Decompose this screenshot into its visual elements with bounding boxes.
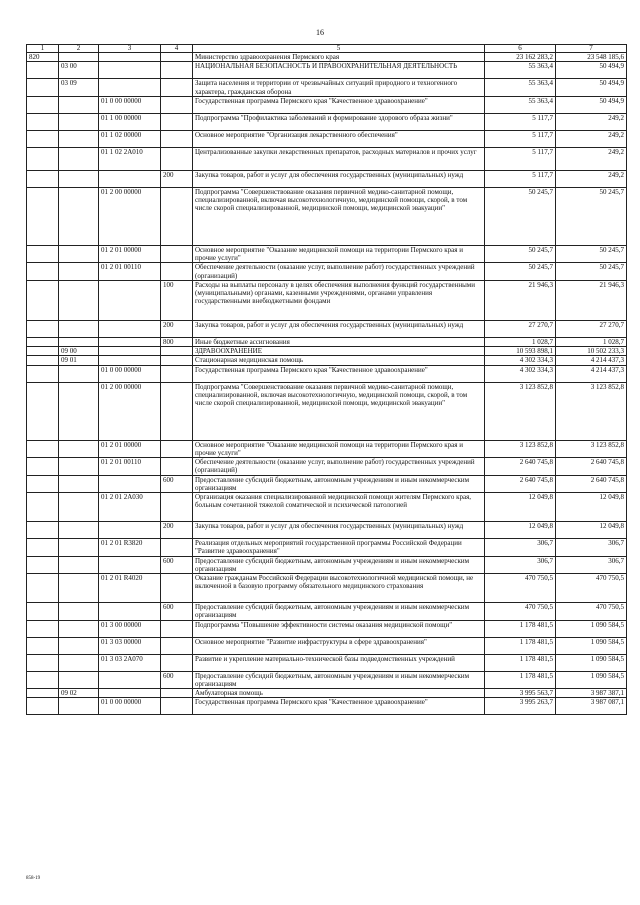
cell-amount-6: 50 245,7 (485, 263, 556, 281)
header-col-2: 2 (59, 45, 99, 53)
cell-amount-6: 5 117,7 (485, 170, 556, 187)
table-row (27, 170, 627, 187)
cell-name: Подпрограмма "Повышение эффективности системы оказания медицинской помощи" (193, 620, 485, 637)
cell-expense-type (161, 113, 193, 130)
cell-expense-type (161, 263, 193, 281)
cell-target-article: 01 2 01 00110 (99, 458, 161, 476)
cell-amount-6: 2 640 745,8 (485, 475, 556, 493)
cell-amount-6: 55 363,4 (485, 62, 556, 79)
cell-subsection (59, 574, 99, 603)
cell-section (27, 62, 59, 79)
header-col-1: 1 (27, 45, 59, 53)
cell-amount-6: 27 270,7 (485, 320, 556, 337)
table-row (27, 493, 627, 522)
cell-target-article (99, 337, 161, 346)
cell-target-article: 01 0 00 00000 (99, 698, 161, 715)
cell-subsection (59, 263, 99, 281)
cell-amount-7: 27 270,7 (556, 320, 627, 337)
cell-amount-6: 4 302 334,3 (485, 365, 556, 382)
table-row (27, 62, 627, 79)
cell-amount-7: 470 750,5 (556, 603, 627, 621)
cell-expense-type (161, 356, 193, 365)
cell-target-article: 01 2 01 00110 (99, 263, 161, 281)
cell-amount-7: 306,7 (556, 556, 627, 574)
cell-target-article (99, 280, 161, 320)
cell-target-article (99, 522, 161, 539)
cell-amount-7: 249,2 (556, 170, 627, 187)
budget-table (26, 44, 627, 715)
table-row (27, 458, 627, 476)
header-col-7: 7 (556, 45, 627, 53)
cell-expense-type: 200 (161, 170, 193, 187)
header-col-3: 3 (99, 45, 161, 53)
footer-code: 858-19 (26, 876, 41, 881)
cell-amount-6: 3 995 563,7 (485, 689, 556, 698)
cell-amount-6: 1 178 481,5 (485, 654, 556, 671)
cell-expense-type: 600 (161, 671, 193, 689)
cell-subsection (59, 96, 99, 113)
cell-amount-6: 12 049,8 (485, 522, 556, 539)
cell-amount-6: 55 363,4 (485, 79, 556, 97)
cell-section (27, 440, 59, 458)
cell-target-article: 01 3 03 00000 (99, 637, 161, 654)
cell-name: Организация оказания специализированной медицинской помощи жителям Пермского края, больным сочетанной тяжелой соматической и психической патологией (193, 493, 485, 522)
cell-expense-type (161, 440, 193, 458)
cell-section (27, 356, 59, 365)
table-row (27, 539, 627, 557)
table-row (27, 187, 627, 245)
cell-section (27, 245, 59, 263)
cell-amount-6: 4 302 334,3 (485, 356, 556, 365)
cell-target-article: 01 1 02 00000 (99, 130, 161, 147)
table-row (27, 654, 627, 671)
cell-amount-6: 1 178 481,5 (485, 620, 556, 637)
cell-expense-type (161, 539, 193, 557)
header-col-6: 6 (485, 45, 556, 53)
cell-amount-7: 1 090 584,5 (556, 620, 627, 637)
cell-amount-6: 3 995 263,7 (485, 698, 556, 715)
cell-subsection (59, 245, 99, 263)
cell-name: Государственная программа Пермского края "Качественное здравоохранение" (193, 96, 485, 113)
table-row (27, 556, 627, 574)
cell-name: Стационарная медицинская помощь (193, 356, 485, 365)
cell-subsection (59, 337, 99, 346)
cell-expense-type (161, 53, 193, 62)
cell-target-article (99, 320, 161, 337)
cell-amount-7: 12 049,8 (556, 522, 627, 539)
cell-amount-7: 4 214 437,3 (556, 365, 627, 382)
cell-amount-6: 470 750,5 (485, 603, 556, 621)
cell-section (27, 603, 59, 621)
cell-target-article: 01 2 01 R3820 (99, 539, 161, 557)
table-header-row (27, 45, 627, 53)
cell-subsection (59, 637, 99, 654)
cell-amount-7: 50 245,7 (556, 263, 627, 281)
cell-name: Закупка товаров, работ и услуг для обеспечения государственных (муниципальных) нужд (193, 320, 485, 337)
cell-amount-7: 3 987 087,1 (556, 698, 627, 715)
table-row (27, 245, 627, 263)
cell-subsection: 09 02 (59, 689, 99, 698)
cell-section (27, 556, 59, 574)
table-row (27, 130, 627, 147)
cell-target-article (99, 475, 161, 493)
cell-subsection (59, 147, 99, 170)
table-row (27, 603, 627, 621)
cell-amount-7: 10 502 233,3 (556, 347, 627, 356)
cell-section (27, 689, 59, 698)
cell-name: Основное мероприятие "Оказание медицинской помощи на территории Пермского края и прочие услуги" (193, 440, 485, 458)
cell-name: Реализация отдельных мероприятий государственной программы Российской Федерации "Развитие здравоохранения" (193, 539, 485, 557)
cell-section (27, 347, 59, 356)
cell-expense-type (161, 79, 193, 97)
cell-amount-6: 50 245,7 (485, 187, 556, 245)
cell-amount-6: 306,7 (485, 556, 556, 574)
table-row (27, 96, 627, 113)
table-row (27, 440, 627, 458)
cell-subsection (59, 539, 99, 557)
cell-target-article: 01 0 00 00000 (99, 365, 161, 382)
cell-expense-type (161, 637, 193, 654)
cell-name: Амбулаторная помощь (193, 689, 485, 698)
cell-name: Предоставление субсидий бюджетным, автономным учреждениям и иным некоммерческим организациям (193, 603, 485, 621)
cell-expense-type (161, 654, 193, 671)
cell-subsection: 09 00 (59, 347, 99, 356)
cell-subsection (59, 698, 99, 715)
cell-amount-7: 1 090 584,5 (556, 671, 627, 689)
cell-target-article: 01 0 00 00000 (99, 96, 161, 113)
cell-target-article (99, 671, 161, 689)
cell-target-article (99, 170, 161, 187)
cell-amount-7: 2 640 745,8 (556, 458, 627, 476)
cell-amount-6: 1 178 481,5 (485, 671, 556, 689)
cell-expense-type: 200 (161, 320, 193, 337)
cell-expense-type: 800 (161, 337, 193, 346)
cell-amount-6: 50 245,7 (485, 245, 556, 263)
cell-expense-type (161, 689, 193, 698)
cell-section (27, 671, 59, 689)
cell-amount-7: 249,2 (556, 147, 627, 170)
table-row (27, 53, 627, 62)
table-row (27, 337, 627, 346)
cell-name: НАЦИОНАЛЬНАЯ БЕЗОПАСНОСТЬ И ПРАВООХРАНИТЕЛЬНАЯ ДЕЯТЕЛЬНОСТЬ (193, 62, 485, 79)
cell-amount-7: 21 946,3 (556, 280, 627, 320)
cell-name: Расходы на выплаты персоналу в целях обеспечения выполнения функций государственными (муниципальными) органами, казенными учреждениями, органами управления государственными внебюджетными фондами (193, 280, 485, 320)
cell-amount-6: 5 117,7 (485, 130, 556, 147)
table-row (27, 637, 627, 654)
cell-subsection (59, 280, 99, 320)
table-row (27, 620, 627, 637)
cell-expense-type (161, 96, 193, 113)
cell-subsection (59, 493, 99, 522)
cell-section (27, 458, 59, 476)
table-row (27, 382, 627, 440)
cell-section (27, 698, 59, 715)
cell-name: Развитие и укрепление материально-технической базы подведомственных учреждений (193, 654, 485, 671)
cell-section (27, 382, 59, 440)
cell-subsection: 03 00 (59, 62, 99, 79)
cell-name: Государственная программа Пермского края "Качественное здравоохранение" (193, 365, 485, 382)
table-row (27, 263, 627, 281)
cell-subsection (59, 130, 99, 147)
cell-subsection (59, 187, 99, 245)
cell-expense-type: 600 (161, 475, 193, 493)
cell-expense-type (161, 382, 193, 440)
cell-subsection (59, 603, 99, 621)
cell-subsection (59, 620, 99, 637)
cell-target-article: 01 2 01 2А030 (99, 493, 161, 522)
cell-name: Основное мероприятие "Развитие инфраструктуры в сфере здравоохранения" (193, 637, 485, 654)
cell-subsection (59, 671, 99, 689)
cell-amount-6: 12 049,8 (485, 493, 556, 522)
cell-name: Обеспечение деятельности (оказание услуг, выполнение работ) государственных учреждений (организаций) (193, 263, 485, 281)
cell-name: Предоставление субсидий бюджетным, автономным учреждениям и иным некоммерческим организациям (193, 475, 485, 493)
cell-name: Оказание гражданам Российской Федерации высокотехнологичной медицинской помощи, не включенной в базовую программу обязательного медицинского страхования (193, 574, 485, 603)
cell-name: Основное мероприятие "Оказание медицинской помощи на территории Пермского края и прочие услуги" (193, 245, 485, 263)
cell-section (27, 620, 59, 637)
cell-expense-type (161, 493, 193, 522)
header-col-5: 5 (193, 45, 485, 53)
cell-section: 820 (27, 53, 59, 62)
cell-amount-7: 3 987 387,1 (556, 689, 627, 698)
cell-target-article (99, 347, 161, 356)
cell-amount-7: 249,2 (556, 113, 627, 130)
cell-target-article (99, 689, 161, 698)
cell-target-article (99, 356, 161, 365)
table-row (27, 320, 627, 337)
cell-amount-7: 50 494,9 (556, 79, 627, 97)
cell-section (27, 493, 59, 522)
cell-name: ЗДРАВООХРАНЕНИЕ (193, 347, 485, 356)
cell-amount-7: 50 494,9 (556, 62, 627, 79)
cell-amount-6: 2 640 745,8 (485, 458, 556, 476)
table-row (27, 347, 627, 356)
cell-amount-7: 50 245,7 (556, 245, 627, 263)
cell-amount-7: 4 214 437,3 (556, 356, 627, 365)
cell-amount-7: 50 245,7 (556, 187, 627, 245)
cell-section (27, 475, 59, 493)
cell-subsection (59, 475, 99, 493)
cell-section (27, 79, 59, 97)
cell-subsection (59, 53, 99, 62)
cell-amount-7: 23 548 185,6 (556, 53, 627, 62)
table-row (27, 698, 627, 715)
cell-name: Предоставление субсидий бюджетным, автономным учреждениям и иным некоммерческим организациям (193, 556, 485, 574)
cell-section (27, 539, 59, 557)
cell-amount-6: 3 123 852,8 (485, 382, 556, 440)
cell-target-article (99, 53, 161, 62)
cell-section (27, 130, 59, 147)
cell-section (27, 170, 59, 187)
cell-name: Иные бюджетные ассигнования (193, 337, 485, 346)
table-row (27, 147, 627, 170)
cell-target-article: 01 1 00 00000 (99, 113, 161, 130)
cell-amount-7: 50 494,9 (556, 96, 627, 113)
cell-section (27, 96, 59, 113)
cell-name: Основное мероприятие "Организация лекарственного обеспечения" (193, 130, 485, 147)
table-row (27, 113, 627, 130)
cell-expense-type (161, 187, 193, 245)
cell-subsection: 03 09 (59, 79, 99, 97)
cell-amount-6: 10 593 898,1 (485, 347, 556, 356)
table-row (27, 356, 627, 365)
cell-amount-6: 1 178 481,5 (485, 637, 556, 654)
cell-name: Государственная программа Пермского края "Качественное здравоохранение" (193, 698, 485, 715)
cell-expense-type (161, 62, 193, 79)
table-row (27, 79, 627, 97)
cell-target-article (99, 556, 161, 574)
cell-expense-type: 200 (161, 522, 193, 539)
cell-target-article: 01 2 01 R4020 (99, 574, 161, 603)
cell-amount-6: 1 028,7 (485, 337, 556, 346)
cell-expense-type (161, 347, 193, 356)
cell-expense-type: 600 (161, 556, 193, 574)
cell-target-article (99, 603, 161, 621)
table-row (27, 671, 627, 689)
cell-subsection (59, 440, 99, 458)
cell-amount-7: 12 049,8 (556, 493, 627, 522)
table-row (27, 689, 627, 698)
cell-expense-type: 100 (161, 280, 193, 320)
cell-target-article: 01 2 00 00000 (99, 382, 161, 440)
cell-expense-type (161, 365, 193, 382)
cell-section (27, 147, 59, 170)
cell-target-article: 01 2 00 00000 (99, 187, 161, 245)
table-row (27, 365, 627, 382)
cell-expense-type (161, 698, 193, 715)
cell-amount-7: 1 090 584,5 (556, 654, 627, 671)
table-row (27, 280, 627, 320)
cell-name: Централизованные закупки лекарственных препаратов, расходных материалов и прочих услуг (193, 147, 485, 170)
cell-amount-7: 1 090 584,5 (556, 637, 627, 654)
cell-section (27, 320, 59, 337)
table-row (27, 522, 627, 539)
cell-subsection (59, 654, 99, 671)
cell-amount-6: 306,7 (485, 539, 556, 557)
cell-name: Закупка товаров, работ и услуг для обеспечения государственных (муниципальных) нужд (193, 522, 485, 539)
cell-name: Обеспечение деятельности (оказание услуг, выполнение работ) государственных учреждений (организаций) (193, 458, 485, 476)
cell-subsection (59, 382, 99, 440)
cell-expense-type (161, 130, 193, 147)
cell-name: Подпрограмма "Совершенствование оказания первичной медико-санитарной помощи, специализированной, включая высокотехнологичную, медицинской помощи, скорой, в том числе скорой специализированной, медицинской помощи, медицинской эвакуации" (193, 187, 485, 245)
page-number: 16 (316, 28, 324, 37)
cell-name: Предоставление субсидий бюджетным, автономным учреждениям и иным некоммерческим организациям (193, 671, 485, 689)
cell-subsection (59, 556, 99, 574)
cell-section (27, 113, 59, 130)
cell-section (27, 637, 59, 654)
cell-name: Защита населения и территории от чрезвычайных ситуаций природного и техногенного характера, гражданская оборона (193, 79, 485, 97)
cell-amount-7: 2 640 745,8 (556, 475, 627, 493)
cell-section (27, 337, 59, 346)
cell-section (27, 365, 59, 382)
cell-name: Подпрограмма "Профилактика заболеваний и формирование здорового образа жизни" (193, 113, 485, 130)
table-row (27, 574, 627, 603)
cell-section (27, 263, 59, 281)
cell-amount-6: 23 162 283,2 (485, 53, 556, 62)
cell-subsection (59, 113, 99, 130)
cell-amount-7: 1 028,7 (556, 337, 627, 346)
header-col-4: 4 (161, 45, 193, 53)
cell-target-article: 01 3 03 2А070 (99, 654, 161, 671)
cell-subsection (59, 458, 99, 476)
cell-amount-6: 5 117,7 (485, 113, 556, 130)
cell-target-article: 01 3 00 00000 (99, 620, 161, 637)
cell-expense-type: 600 (161, 603, 193, 621)
cell-subsection (59, 365, 99, 382)
cell-target-article (99, 79, 161, 97)
cell-subsection (59, 170, 99, 187)
cell-expense-type (161, 147, 193, 170)
cell-target-article (99, 62, 161, 79)
cell-expense-type (161, 245, 193, 263)
cell-target-article: 01 2 01 00000 (99, 440, 161, 458)
cell-expense-type (161, 574, 193, 603)
cell-amount-6: 470 750,5 (485, 574, 556, 603)
cell-amount-6: 55 363,4 (485, 96, 556, 113)
cell-section (27, 654, 59, 671)
table-row (27, 475, 627, 493)
cell-amount-6: 3 123 852,8 (485, 440, 556, 458)
cell-expense-type (161, 458, 193, 476)
cell-amount-6: 21 946,3 (485, 280, 556, 320)
cell-amount-7: 3 123 852,8 (556, 440, 627, 458)
cell-name: Подпрограмма "Совершенствование оказания первичной медико-санитарной помощи, специализированной, включая высокотехнологичную, медицинской помощи, скорой, в том числе скорой специализированной, медицинской помощи, медицинской эвакуации" (193, 382, 485, 440)
cell-name: Министерство здравоохранения Пермского края (193, 53, 485, 62)
cell-subsection: 09 01 (59, 356, 99, 365)
cell-amount-7: 306,7 (556, 539, 627, 557)
cell-amount-7: 3 123 852,8 (556, 382, 627, 440)
cell-name: Закупка товаров, работ и услуг для обеспечения государственных (муниципальных) нужд (193, 170, 485, 187)
cell-subsection (59, 320, 99, 337)
cell-section (27, 522, 59, 539)
cell-amount-7: 249,2 (556, 130, 627, 147)
cell-subsection (59, 522, 99, 539)
cell-amount-7: 470 750,5 (556, 574, 627, 603)
cell-section (27, 187, 59, 245)
cell-amount-6: 5 117,7 (485, 147, 556, 170)
cell-expense-type (161, 620, 193, 637)
cell-target-article: 01 1 02 2А010 (99, 147, 161, 170)
cell-target-article: 01 2 01 00000 (99, 245, 161, 263)
cell-section (27, 280, 59, 320)
cell-section (27, 574, 59, 603)
